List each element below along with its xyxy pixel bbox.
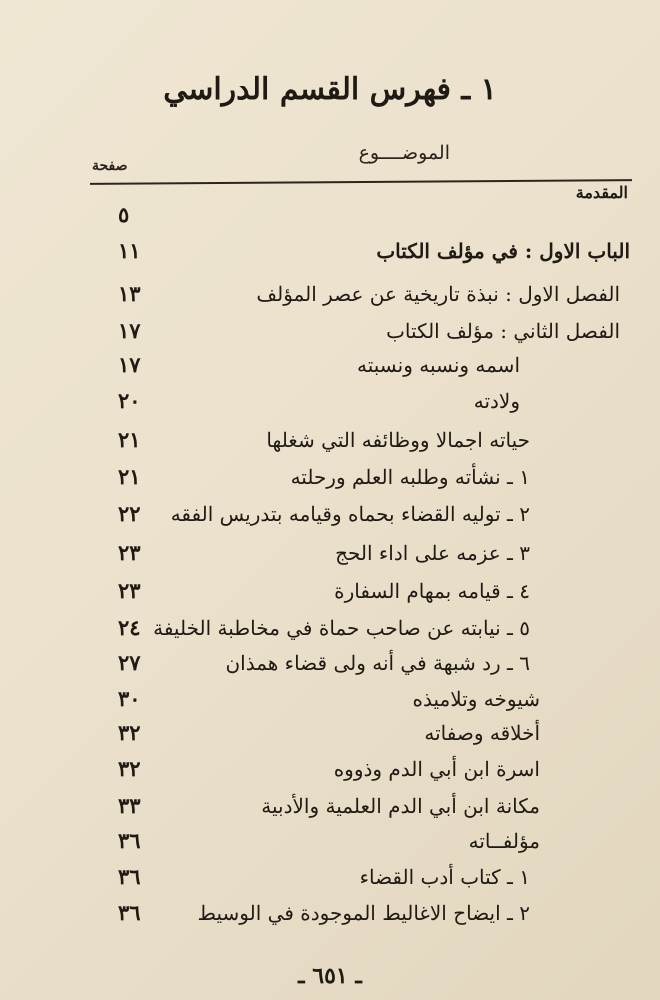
toc-row: [90, 751, 540, 787]
toc-entry-text: اسمه ونسبه ونسبته: [357, 353, 520, 377]
page-footer-number: ـ ٦٥١ ـ: [298, 963, 362, 989]
toc-entry-text: ٣ ـ عزمه على اداء الحج: [335, 541, 530, 565]
toc-entry-text: الباب الاول : في مؤلف الكتاب: [376, 239, 630, 263]
toc-page-number: ٢٧: [118, 650, 141, 675]
page-title: ١ ـ فهرس القسم الدراسي: [163, 72, 497, 107]
toc-entry-text: شيوخه وتلاميذه: [412, 687, 540, 711]
toc-page-number: ٢٢: [118, 501, 141, 526]
toc-entry-text: ١ ـ نشأته وطلبه العلم ورحلته: [290, 465, 530, 489]
toc-page-number: ٣٢: [118, 720, 141, 745]
toc-entry-text: حياته اجمالا ووظائفه التي شغلها: [266, 428, 530, 452]
page-column-header: صفحة: [92, 158, 128, 174]
toc-page-number: ١٣: [118, 281, 141, 306]
toc-page-number: ١١: [118, 238, 141, 263]
toc-page-number: ٢١: [118, 427, 141, 452]
topic-column-header: الموضــــوع: [358, 142, 450, 164]
toc-entry-text: الفصل الاول : نبذة تاريخية عن عصر المؤلف: [256, 282, 620, 306]
toc-entry-text: ٤ ـ قيامه بمهام السفارة: [334, 579, 530, 603]
toc-row: [90, 496, 530, 532]
toc-entry-text: ٢ ـ توليه القضاء بحماه وقيامه بتدريس الفقه: [170, 502, 530, 526]
toc-page-number: ١٧: [118, 352, 141, 377]
toc-row: [90, 347, 520, 383]
toc-page-number: ٢٤: [118, 615, 141, 640]
toc-page-number: ٣٢: [118, 756, 141, 781]
toc-row: [90, 422, 530, 458]
toc-page-number: ٣٦: [118, 864, 141, 889]
toc-entry-text: أخلاقه وصفاته: [424, 721, 540, 745]
toc-row: [90, 197, 630, 233]
toc-entry-text: الفصل الثاني : مؤلف الكتاب: [386, 319, 620, 343]
toc-page-number: ٢٣: [118, 578, 141, 603]
toc-page-number: ٢١: [118, 464, 141, 489]
toc-page-number: ٢٠: [118, 388, 141, 413]
toc-page-number: ١٧: [118, 318, 141, 343]
header-divider: [90, 179, 632, 185]
toc-row: [90, 788, 540, 824]
toc-row: [90, 681, 540, 717]
toc-page-number: ٣٦: [118, 900, 141, 925]
toc-page-number: ٣٣: [118, 793, 141, 818]
toc-row: [90, 233, 630, 269]
toc-row: [90, 715, 540, 751]
toc-row: [90, 610, 530, 646]
toc-entry-text: ٢ ـ ايضاح الاغاليط الموجودة في الوسيط: [197, 901, 530, 925]
toc-page-number: ٥: [118, 202, 130, 227]
toc-page-number: ٣٠: [118, 686, 141, 711]
toc-row: [90, 823, 540, 859]
intro-label: المقدمة: [575, 183, 628, 202]
toc-row: [90, 573, 530, 609]
toc-entry-text: ٦ ـ رد شبهة في أنه ولى قضاء همذان: [225, 651, 530, 675]
toc-row: [90, 535, 530, 571]
toc-row: [90, 459, 530, 495]
toc-entry-text: ١ ـ كتاب أدب القضاء: [359, 865, 530, 889]
toc-row: [90, 645, 530, 681]
toc-row: [90, 313, 620, 349]
toc-row: [90, 859, 530, 895]
toc-entry-text: ولادته: [473, 389, 520, 413]
toc-entry-text: ٥ ـ نيابته عن صاحب حماة في مخاطبة الخليفة: [153, 616, 530, 640]
toc-page-number: ٣٦: [118, 828, 141, 853]
toc-entry-text: اسرة ابن أبي الدم وذووه: [333, 757, 540, 781]
toc-row: [90, 895, 530, 931]
toc-entry-text: مؤلفــاته: [468, 829, 540, 853]
toc-row: [90, 276, 620, 312]
toc-page-number: ٢٣: [118, 540, 141, 565]
toc-entry-text: مكانة ابن أبي الدم العلمية والأدبية: [261, 794, 540, 818]
toc-row: [90, 383, 520, 419]
